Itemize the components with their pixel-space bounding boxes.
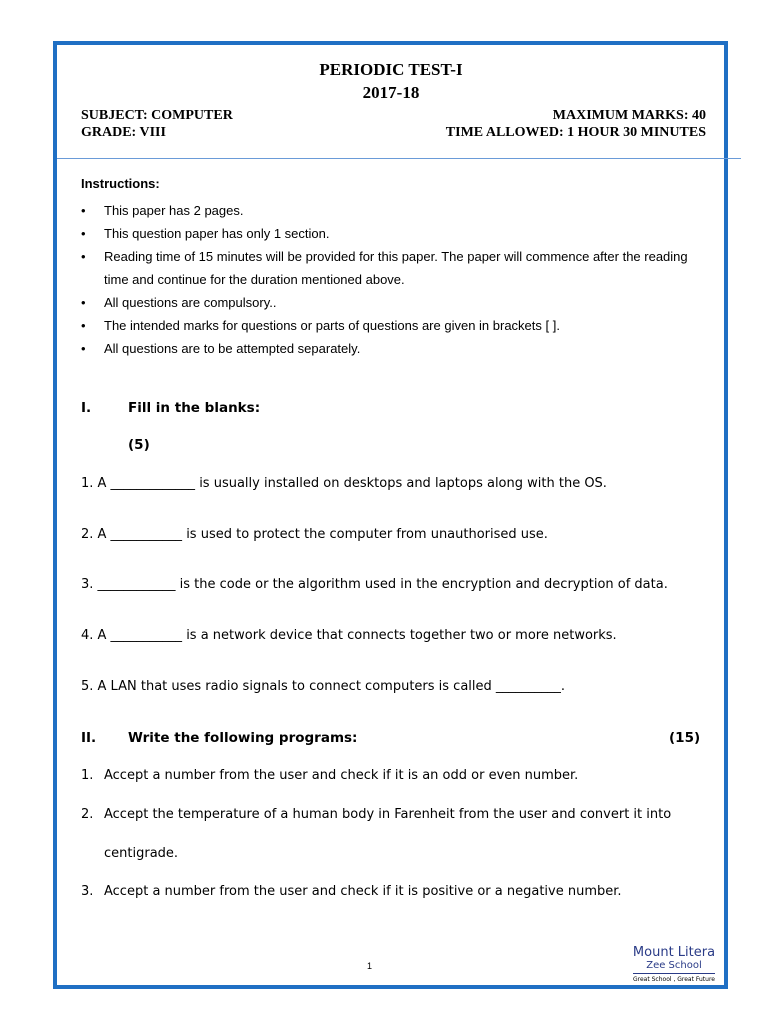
logo-sub-text: Zee School bbox=[646, 960, 702, 971]
fill-blank-question-4: 4. A ___________ is a network device that connects together two or more networks. bbox=[81, 628, 617, 643]
program-question-2-continuation: centigrade. bbox=[104, 846, 179, 861]
program-question-1: Accept a number from the user and check if it is an odd or even number. bbox=[104, 768, 579, 783]
fill-blank-question-3: 3. ____________ is the code or the algorithm used in the encryption and decryption of data. bbox=[81, 577, 668, 592]
section-1-title: Fill in the blanks: bbox=[128, 400, 261, 416]
page-number: 1 bbox=[367, 961, 373, 971]
logo-divider bbox=[633, 973, 715, 974]
section-2-number: II. bbox=[81, 730, 97, 746]
instruction-item: • The intended marks for questions or parts of questions are given in brackets [ ]. bbox=[81, 314, 701, 337]
instruction-item: • This paper has 2 pages. bbox=[81, 199, 701, 222]
program-question-3-number: 3. bbox=[81, 884, 94, 899]
max-marks-label: MAXIMUM MARKS: 40 bbox=[552, 108, 706, 123]
program-question-1-number: 1. bbox=[81, 768, 94, 783]
logo-main-text: Mount Litera bbox=[632, 945, 716, 960]
instruction-item: • Reading time of 15 minutes will be provided for this paper. The paper will commence after the reading time and continue for the duration mentioned above. bbox=[81, 245, 701, 291]
fill-blank-question-2: 2. A ___________ is used to protect the computer from unauthorised use. bbox=[81, 527, 548, 542]
exam-year: 2017-18 bbox=[362, 83, 420, 102]
header-divider bbox=[57, 158, 741, 159]
program-question-2: Accept the temperature of a human body in Farenheit from the user and convert it into bbox=[104, 807, 672, 822]
instruction-item: • This question paper has only 1 section. bbox=[81, 222, 701, 245]
section-2-marks: (15) bbox=[669, 730, 701, 746]
exam-title: PERIODIC TEST-I bbox=[319, 60, 463, 79]
instructions-list bbox=[81, 199, 701, 360]
fill-blank-question-5: 5. A LAN that uses radio signals to connect computers is called __________. bbox=[81, 679, 566, 694]
instructions-heading: Instructions: bbox=[81, 176, 160, 191]
grade-label: GRADE: VIII bbox=[81, 125, 166, 140]
fill-blank-question-1: 1. A _____________ is usually installed on desktops and laptops along with the OS. bbox=[81, 476, 607, 491]
program-question-2-number: 2. bbox=[81, 807, 94, 822]
page-border bbox=[53, 41, 728, 989]
logo-tagline: Great School , Great Future bbox=[633, 976, 715, 983]
instruction-item: • All questions are to be attempted separately. bbox=[81, 337, 701, 360]
section-1-marks: (5) bbox=[128, 437, 150, 453]
school-logo bbox=[629, 945, 719, 983]
instruction-item: • All questions are compulsory.. bbox=[81, 291, 701, 314]
program-question-3: Accept a number from the user and check if it is positive or a negative number. bbox=[104, 884, 622, 899]
section-2-title: Write the following programs: bbox=[128, 730, 358, 746]
section-1-number: I. bbox=[81, 400, 92, 416]
subject-label: SUBJECT: COMPUTER bbox=[81, 108, 233, 123]
time-allowed-label: TIME ALLOWED: 1 HOUR 30 MINUTES bbox=[445, 125, 706, 140]
